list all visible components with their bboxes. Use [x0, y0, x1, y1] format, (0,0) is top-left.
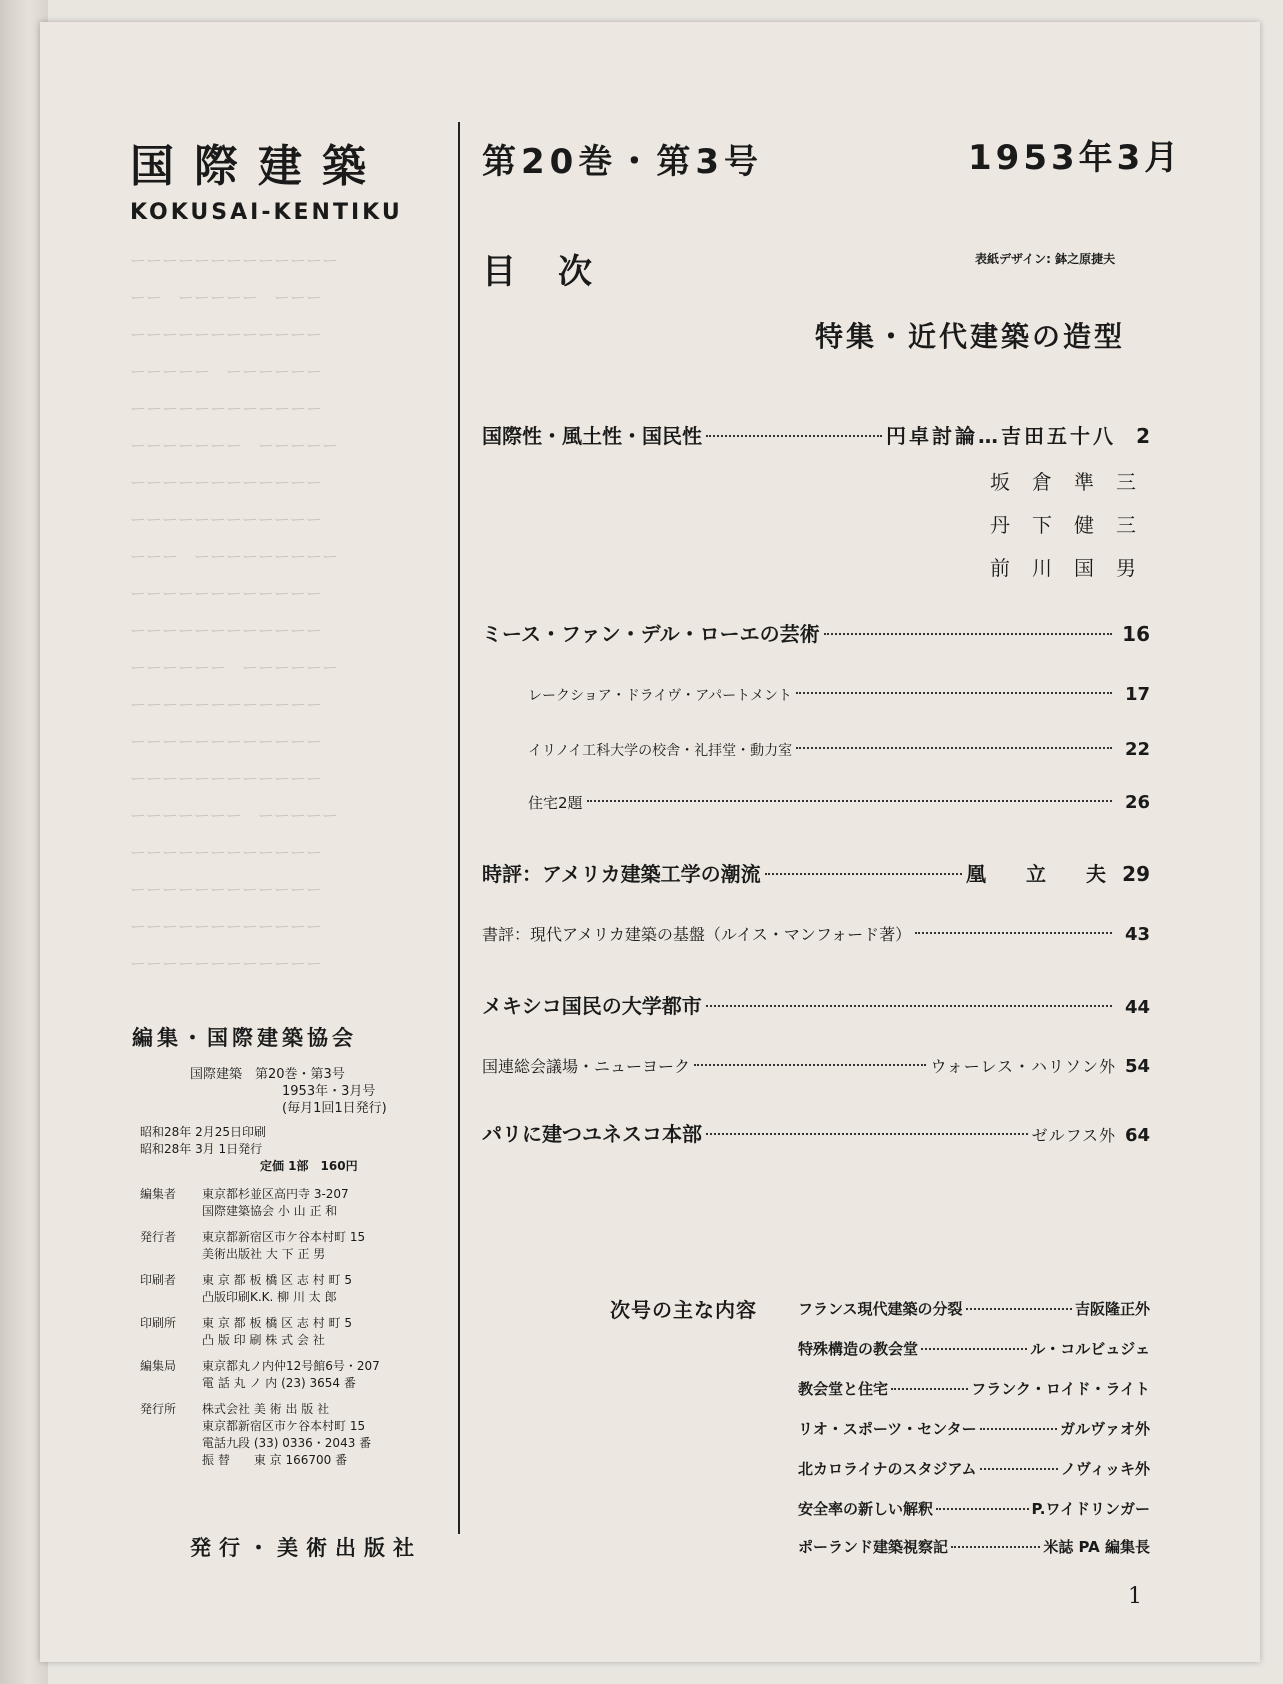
toc-heading: 目次	[482, 252, 634, 292]
toc-entry-page: 2	[1136, 424, 1150, 448]
magazine-title: 国際建築	[130, 141, 386, 192]
colophon-label: 発行者	[140, 1230, 177, 1244]
show-through-text: ーーーーーーーーーーーーー ーー ーーーーー ーーー ーーーーーーーーーーーー ーーーーー ーーーーーー ーーーーーーーーーーーー ーーーーーーー ーーーーー ーーーーーーーーーーーー ーーーーーーーーーーーー ーーー ーーーーーーーーー ーーーーーーーーーーーー ーーーーーーーーーーーー ーーーーーー ーーーーーー ーーーーーーーーーーーー ーーーーーーーーーーーー ーーーーーーーーーーーー ーーーーーーー ーーーーー ーーーーーーーーーーーー ーーーーーーーーーーーー ーーーーーーーーーーーー ーーーーーーーーーーーー	[130, 251, 339, 973]
colophon-row	[140, 1229, 380, 1263]
colophon-value: 東京都新宿区市ケ谷本村町 15	[202, 1419, 366, 1433]
next-issue-item-author: フランク・ロイド・ライト	[971, 1380, 1150, 1398]
leader-dots	[765, 873, 962, 875]
colophon-label: 発行所	[140, 1402, 177, 1416]
next-issue-item-title: 北カロライナのスタジアム	[798, 1460, 977, 1478]
next-issue-item	[798, 1378, 1150, 1399]
colophon-value: 東京都丸ノ内仲12号館6号・207	[202, 1359, 380, 1373]
leader-dots	[891, 1388, 968, 1390]
toc-entry-author: 円卓討論…吉田五十八	[886, 424, 1116, 448]
toc-entry	[482, 1054, 1150, 1077]
next-issue-item-author: 米誌 PA 編集長	[1043, 1538, 1150, 1556]
toc-entry	[482, 739, 1150, 760]
next-issue-item-title: 特殊構造の教会堂	[798, 1340, 919, 1358]
price: 定価 1部 160円	[260, 1159, 358, 1173]
leader-dots	[796, 692, 1112, 694]
next-issue-item-title: フランス現代建築の分裂	[798, 1300, 963, 1318]
next-issue-item-author: ガルヴァオ外	[1060, 1420, 1150, 1438]
toc-entry	[482, 684, 1150, 705]
next-issue-item-title: リオ・スポーツ・センター	[798, 1420, 977, 1438]
colophon-label: 印刷所	[140, 1316, 177, 1330]
colophon-row	[140, 1186, 380, 1220]
next-issue-item-author: ノヴィッキ外	[1060, 1460, 1150, 1478]
toc-entry-page: 43	[1124, 924, 1150, 945]
next-issue-item	[798, 1536, 1150, 1557]
next-issue-item	[798, 1338, 1150, 1359]
colophon-row	[140, 1358, 380, 1392]
toc-entry-author: 凰 立 夫	[966, 862, 1116, 886]
toc-entry-page: 22	[1124, 739, 1150, 760]
toc-entry	[482, 1118, 1150, 1147]
colophon-value: 東 京 都 板 橋 区 志 村 町 5	[202, 1316, 352, 1330]
roundtable-author: 前川国男	[990, 556, 1158, 580]
toc-entry-title: 国連総会議場・ニューヨーク	[482, 1057, 691, 1076]
colophon-value: 振 替 東 京 166700 番	[202, 1453, 348, 1467]
toc-entry-page: 26	[1124, 792, 1150, 813]
colophon-label: 編集者	[140, 1187, 177, 1201]
colophon-line: (毎月1回1日発行)	[282, 1101, 387, 1116]
leader-dots	[706, 1133, 1028, 1135]
toc-entry-page: 17	[1124, 684, 1150, 705]
colophon-label: 印刷者	[140, 1273, 177, 1287]
leader-dots	[587, 800, 1112, 802]
next-issue-item-title: 安全率の新しい解釈	[798, 1500, 934, 1518]
toc-entry-page: 16	[1122, 622, 1150, 646]
toc-entry	[482, 420, 1150, 449]
leader-dots	[706, 435, 882, 437]
magazine-page	[40, 22, 1260, 1662]
toc-entry-page: 44	[1124, 997, 1150, 1018]
leader-dots	[966, 1308, 1072, 1310]
toc-entry-title: パリに建つユネスコ本部	[482, 1122, 702, 1146]
colophon-value: 株式会社 美 術 出 版 社	[202, 1402, 330, 1416]
leader-dots	[796, 747, 1112, 749]
colophon-label: 編集局	[140, 1359, 177, 1373]
next-issue-item	[798, 1498, 1150, 1519]
colophon-value: 国際建築協会 小 山 正 和	[202, 1204, 338, 1218]
roundtable-author: 丹下健三	[990, 513, 1158, 537]
toc-entry	[482, 858, 1150, 887]
next-issue-item-author: 吉阪隆正外	[1074, 1300, 1150, 1318]
colophon-line: 国際建築 第20巻・第3号	[190, 1067, 345, 1082]
leader-dots	[936, 1508, 1028, 1510]
column-divider	[458, 122, 460, 1534]
toc-entry-page: 29	[1122, 862, 1150, 886]
print-date: 昭和28年 2月25日印刷	[140, 1125, 266, 1139]
colophon-value: 東 京 都 板 橋 区 志 村 町 5	[202, 1273, 352, 1287]
cover-credit: 表紙デザイン: 鉢之原捷夫	[975, 252, 1116, 266]
toc-entry	[482, 990, 1150, 1019]
colophon-row	[140, 1401, 380, 1469]
colophon-credits	[140, 1186, 380, 1469]
colophon-value: 電 話 丸 ノ 内 (23) 3654 番	[202, 1376, 356, 1390]
leader-dots	[951, 1546, 1040, 1548]
magazine-roman-title: KOKUSAI-KENTIKU	[130, 200, 403, 225]
colophon-value: 凸 版 印 刷 株 式 会 社	[202, 1333, 325, 1347]
toc-entry-title: レークショア・ドライヴ・アパートメント	[528, 688, 793, 704]
next-issue-item	[798, 1298, 1150, 1319]
toc-entry-author: ウォーレス・ハリソン外	[930, 1057, 1116, 1076]
toc-entry-title: 書評：現代アメリカ建築の基盤（ルイス・マンフォード著）	[482, 925, 912, 944]
leader-dots	[706, 1005, 1112, 1007]
next-issue-item-title: 教会堂と住宅	[798, 1380, 889, 1398]
toc-entry-title: 時評：アメリカ建築工学の潮流	[482, 862, 761, 886]
next-issue-item-title: ポーランド建築視察記	[798, 1538, 949, 1556]
colophon-row	[140, 1315, 380, 1349]
page-number: 1	[1128, 1584, 1142, 1609]
next-issue-title: 次号の主な内容	[610, 1298, 757, 1322]
toc-entry-author: ゼルフス外	[1031, 1126, 1116, 1145]
leader-dots	[980, 1428, 1057, 1430]
toc-entry-title: ミース・ファン・デル・ローエの芸術	[482, 622, 820, 646]
issue-date: 1953年3月	[968, 138, 1183, 178]
issue-number: 第20巻・第3号	[482, 142, 763, 182]
colophon-value: 東京都新宿区市ケ谷本村町 15	[202, 1230, 366, 1244]
colophon-value: 東京都杉並区高円寺 3-207	[202, 1187, 349, 1201]
leader-dots	[694, 1064, 926, 1066]
toc-entry-title: メキシコ国民の大学都市	[482, 994, 702, 1018]
toc-entry-title: 住宅2題	[528, 794, 583, 812]
leader-dots	[824, 633, 1112, 635]
colophon-value: 電話九段 (33) 0336・2043 番	[202, 1436, 372, 1450]
next-issue-item-author: ル・コルビュジェ	[1030, 1340, 1150, 1358]
toc-entry	[482, 792, 1150, 813]
roundtable-author: 坂倉準三	[990, 470, 1158, 494]
next-issue-item-author: P.ワイドリンガー	[1031, 1500, 1150, 1518]
colophon-value: 凸版印刷K.K. 柳 川 太 郎	[202, 1290, 337, 1304]
toc-entry	[482, 922, 1150, 945]
next-issue-item	[798, 1458, 1150, 1479]
issue-release-date: 昭和28年 3月 1日発行	[140, 1142, 263, 1156]
toc-entry-title: イリノイ工科大学の校舎・礼拝堂・動力室	[528, 743, 793, 759]
colophon-dates	[140, 1124, 358, 1175]
editor-credit: 編集・国際建築協会	[132, 1026, 357, 1050]
colophon-value: 美術出版社 大 下 正 男	[202, 1247, 326, 1261]
special-feature-title: 特集・近代建築の造型	[814, 320, 1125, 353]
publisher-credit: 発行・美術出版社	[190, 1536, 422, 1560]
leader-dots	[915, 932, 1112, 934]
colophon-issue-info	[190, 1066, 387, 1117]
leader-dots	[980, 1468, 1058, 1470]
toc-entry-page: 54	[1124, 1056, 1150, 1077]
colophon-line: 1953年・3月号	[282, 1084, 376, 1099]
toc-entry	[482, 618, 1150, 647]
leader-dots	[921, 1348, 1027, 1350]
next-issue-item	[798, 1418, 1150, 1439]
colophon-row	[140, 1272, 380, 1306]
toc-entry-title: 国際性・風土性・国民性	[482, 424, 702, 448]
toc-entry-page: 64	[1124, 1125, 1150, 1146]
